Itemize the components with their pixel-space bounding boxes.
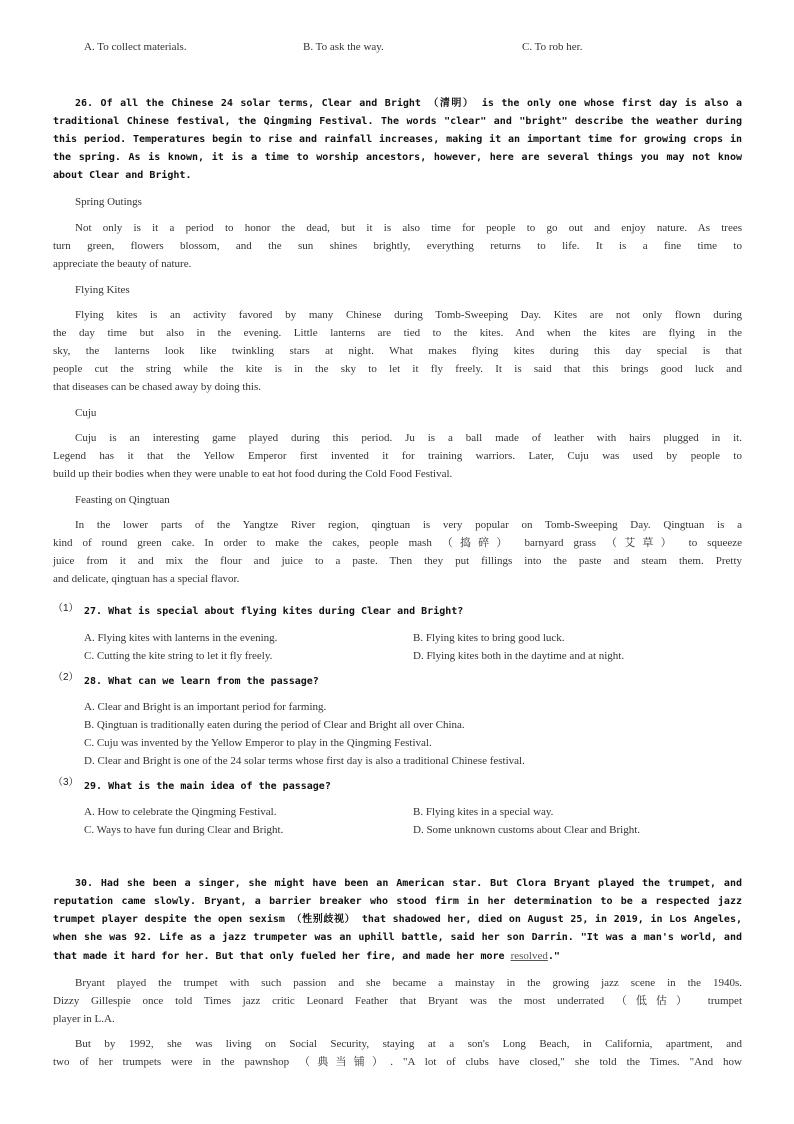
answer-option-c[interactable]: C. Cutting the kite string to let it fly freely. bbox=[84, 650, 273, 662]
paragraph-line: kind of round green cake. In order to make the cakes, people mash （捣碎） barnyard grass （艾草） to squeeze bbox=[53, 537, 742, 549]
section-heading-feasting-on-qingtuan: Feasting on Qingtuan bbox=[75, 494, 170, 506]
q30-intro-line: 30. Had she been a singer, she might have been an American star. But Clora Bryant played the trumpet, and bbox=[75, 878, 742, 889]
q30-intro-line bbox=[53, 949, 560, 964]
paragraph-line: two of her trumpets were in the pawnshop （典当铺）. "A lot of clubs have closed," she told the Times. "And how bbox=[53, 1056, 742, 1068]
q25-option-c: C. To rob her. bbox=[522, 41, 583, 53]
answer-option-a[interactable]: A. Flying kites with lanterns in the evening. bbox=[84, 632, 278, 644]
answer-option-d[interactable]: D. Flying kites both in the daytime and at night. bbox=[413, 650, 625, 662]
q25-option-b: B. To ask the way. bbox=[303, 41, 384, 53]
answer-option-d[interactable]: D. Some unknown customs about Clear and Bright. bbox=[413, 824, 641, 836]
q25-option-a: A. To collect materials. bbox=[84, 41, 187, 53]
section-heading-flying-kites: Flying Kites bbox=[75, 284, 130, 296]
q30-intro-line: when she was 92. Life as a jazz trumpeter was an uphill battle, said her son Darrin. "It was a man's world, and bbox=[53, 932, 742, 943]
answer-option-b[interactable]: B. Flying kites to bring good luck. bbox=[413, 632, 565, 644]
paragraph-line: and delicate, qingtuan has a special flavor. bbox=[53, 573, 240, 585]
paragraph-line: build up their bodies when they were unable to eat hot food during the Cold Food Festival. bbox=[53, 468, 453, 480]
q26-intro-line: about Clear and Bright. bbox=[53, 170, 192, 181]
paragraph-line: player in L.A. bbox=[53, 1013, 115, 1025]
paragraph-line: turn green, flowers blossom, and the sun shines brightly, everything returns to life. It is a fine time to bbox=[53, 240, 742, 252]
q26-intro-line: 26. Of all the Chinese 24 solar terms, Clear and Bright （清明） is the only one whose first day is also a bbox=[75, 98, 742, 109]
question-number: （2） bbox=[53, 672, 79, 683]
paragraph-line: In the lower parts of the Yangtze River region, qingtuan is very popular on Tomb-Sweeping Day. Qingtuan is a bbox=[75, 519, 742, 531]
answer-option-b[interactable]: B. Flying kites in a special way. bbox=[413, 806, 554, 818]
q30-intro-line: trumpet player despite the open sexism （性别歧视） that shadowed her, died on August 25, in 2019, in Los Angeles, bbox=[53, 914, 742, 925]
section-heading-spring-outings: Spring Outings bbox=[75, 196, 142, 208]
paragraph-line: Legend has it that the Yellow Emperor first invented it for training warriors. Later, Cuju was used by people to bbox=[53, 450, 742, 462]
q26-intro-line: this period. Temperatures begin to rise and rainfall increases, making it an important time for growing crops in bbox=[53, 134, 742, 145]
answer-option-d[interactable]: D. Clear and Bright is one of the 24 solar terms whose first day is also a traditional Chinese festival. bbox=[84, 755, 525, 767]
paragraph-line: Flying kites is an activity favored by many Chinese during Tomb-Sweeping Day. Kites are not only flown during bbox=[75, 309, 742, 321]
question-number: （1） bbox=[53, 603, 79, 614]
paragraph-line: the day time but also in the evening. Little lanterns are tied to the kites. And when the kites are flying in the bbox=[53, 327, 742, 339]
question-stem: 27. What is special about flying kites during Clear and Bright? bbox=[84, 606, 464, 617]
paragraph-line: appreciate the beauty of nature. bbox=[53, 258, 192, 270]
paragraph-line: But by 1992, she was living on Social Security, staying at a son's Long Beach, in California, apartment, and bbox=[75, 1038, 742, 1050]
paragraph-line: Cuju is an interesting game played during this period. Ju is a ball made of leather with hairs plugged in it. bbox=[75, 432, 742, 444]
question-stem: 28. What can we learn from the passage? bbox=[84, 676, 319, 687]
q30-intro-text: that made it hard for her. But that only fueled her fire, and made her more bbox=[53, 951, 511, 962]
paragraph-line: Dizzy Gillespie once told Times jazz critic Leonard Feather that Bryant was the most underrated （低估） trumpet bbox=[53, 995, 742, 1007]
answer-option-a[interactable]: A. How to celebrate the Qingming Festival. bbox=[84, 806, 277, 818]
question-number: （3） bbox=[53, 777, 79, 788]
section-heading-cuju: Cuju bbox=[75, 407, 97, 419]
q30-intro-text-end: ." bbox=[547, 951, 560, 962]
answer-option-a[interactable]: A. Clear and Bright is an important period for farming. bbox=[84, 701, 327, 713]
answer-option-b[interactable]: B. Qingtuan is traditionally eaten during the period of Clear and Bright all over China. bbox=[84, 719, 465, 731]
q30-intro-line: reputation came slowly. Bryant, a barrier breaker who stood firm in her determination to be a respected jazz bbox=[53, 896, 742, 907]
paragraph-line: Not only is it a period to honor the dead, but it is also time for people to go out and enjoy nature. As trees bbox=[75, 222, 742, 234]
paragraph-line: people cut the string while the kite is in the sky to let it fly freely. It is said that this brings good luck and bbox=[53, 363, 742, 375]
paragraph-line: that diseases can be chased away by doing this. bbox=[53, 381, 262, 393]
question-stem: 29. What is the main idea of the passage? bbox=[84, 781, 331, 792]
q26-intro-line: the spring. As is known, it is a time to worship ancestors, however, here are several things you may not know bbox=[53, 152, 742, 163]
answer-option-c[interactable]: C. Cuju was invented by the Yellow Emperor to play in the Qingming Festival. bbox=[84, 737, 432, 749]
underlined-word-resolved: resolved bbox=[510, 950, 548, 962]
paragraph-line: sky, the lanterns look like twinkling stars at night. What makes flying kites during this day special is that bbox=[53, 345, 742, 357]
answer-option-c[interactable]: C. Ways to have fun during Clear and Bright. bbox=[84, 824, 284, 836]
paragraph-line: juice from it and mix the flour and juice to a paste. Then they put fillings into the paste and steam them. Pretty bbox=[53, 555, 742, 567]
q26-intro-line: traditional Chinese festival, the Qingming Festival. The words "clear" and "bright" describe the weather during bbox=[53, 116, 742, 127]
paragraph-line: Bryant played the trumpet with such passion and she became a mainstay in the growing jazz scene in the 1940s. bbox=[75, 977, 742, 989]
